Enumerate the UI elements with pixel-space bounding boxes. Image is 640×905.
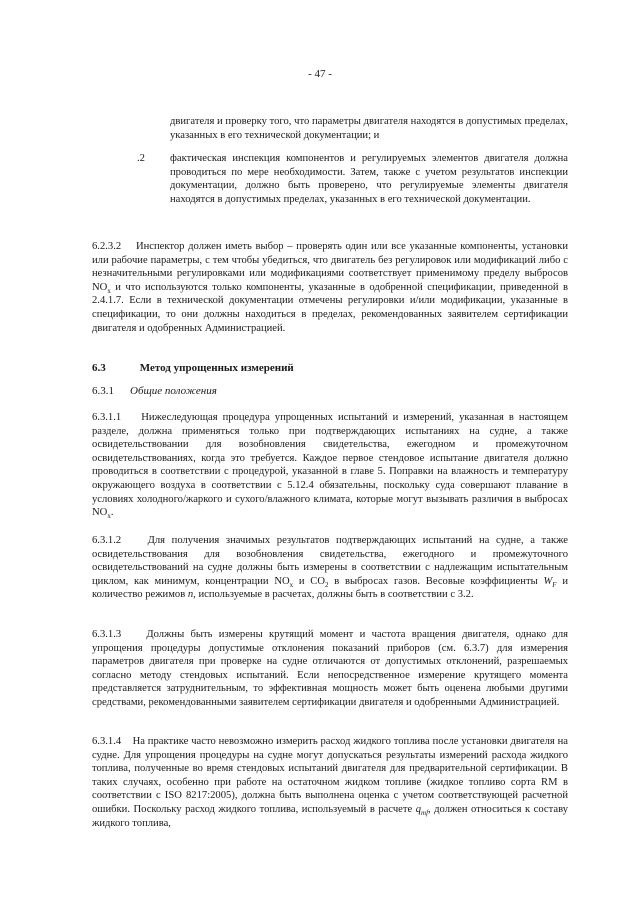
section-heading-6-3 <box>92 362 568 376</box>
paragraph-6-2-3-2 <box>92 240 568 335</box>
paragraph-text-c: и количество режимов <box>92 575 568 601</box>
fuel-flow-subscript: mf <box>421 809 429 818</box>
paragraph-6-3-1-1 <box>92 411 568 520</box>
paragraph-number: 6.3.1.2 <box>92 535 122 546</box>
paragraph-text-a: Для получения значимых результатов подтверждающих испытаний на судне, а также освидетельствования для возобновления свидетельства, ежегодного и промежуточного освидетельствований на судне должны быть измерены в соответствии с надлежащим испытательным циклом, как минимум, концентрации NO <box>92 535 569 587</box>
paragraph-text-mid: и CO <box>293 575 326 587</box>
paragraph-number: 6.3.1.1 <box>92 412 122 423</box>
paragraph-6-3-1-4 <box>92 735 568 830</box>
paragraph-number: 6.2.3.2 <box>92 241 122 252</box>
paragraph-text-b: , должен относиться к составу жидкого топлива, <box>92 803 569 829</box>
fuel-flow-symbol: q <box>415 803 422 815</box>
paragraph-text-b: и что используются только компоненты, указанные в одобренной спецификации, приведенной в 2.4.1.7. Если в технической документации отмечены регулировки и/или модификации, указанные в спецификации, то они должны находиться в пределах, рекомендованных заявителем сертификации двигателя и одобренных Администрацией. <box>92 281 568 334</box>
subscript-2: 2 <box>325 580 329 589</box>
list-item-2-number: .2 <box>137 153 145 164</box>
subscript-x: x <box>107 512 111 521</box>
paragraph-text-b: . <box>110 507 114 519</box>
paragraph-6-3-1-3 <box>92 628 568 710</box>
page-number: - 47 - <box>308 68 332 80</box>
section-title: Метод упрощенных измерений <box>139 362 294 374</box>
subscript-x: x <box>289 580 294 589</box>
paragraph-text-b: в выбросах газов. Весовые коэффициенты <box>328 575 544 587</box>
list-item-1-text: двигателя и проверку того, что параметры двигателя находятся в допустимых пределах, указанных в его технической документации; и <box>170 116 568 141</box>
weight-factor-symbol: W <box>543 575 553 587</box>
paragraph-6-3-1-2 <box>92 534 568 602</box>
list-item-1-continuation <box>170 115 568 142</box>
paragraph-text-a: Инспектор должен иметь выбор – проверять один или все указанные компоненты, установки или рабочие параметры, с тем чтобы убедиться, что двигатель без регулировок или модификаций либо с незначительными регулировками или модификациями соответствует применимому пределу выбросов NO <box>92 241 568 293</box>
subsection-number: 6.3.1 <box>92 385 114 397</box>
paragraph-text-a: На практике часто невозможно измерить расход жидкого топлива после установки двигателя на судне. Для упрощения процедуры на судне могут допускаться результаты измерений расхода жидкого топлива, полученные во время стендовых испытаний двигателя для предварительной сертификации. В таких случаях, особенно при работе на остаточном жидком топливе (жидкое топливо сорта RM в соответствии с ISO 8217:2005), должна быть выполнена оценка с учетом соответствующей расчетной ошибки. Поскольку расход жидкого топлива, используемый в расчете <box>92 736 569 815</box>
list-item-2 <box>170 152 568 206</box>
list-item-2-text: фактическая инспекция компонентов и регулируемых элементов двигателя должна проводиться по мере необходимости. Затем, также с учетом результатов инспекции документации, должно быть проверено, что регулируемые элементы двигателя находятся в допустимых пределах, указанных в его технической документации. <box>170 153 568 205</box>
section-number: 6.3 <box>92 362 106 374</box>
subsection-title: Общие положения <box>130 385 217 397</box>
paragraph-number: 6.3.1.4 <box>92 736 122 747</box>
paragraph-number: 6.3.1.3 <box>92 629 122 640</box>
paragraph-text-d: , используемые в расчетах, должны быть в соответствии с 3.2. <box>193 589 474 601</box>
paragraph-text: Должны быть измерены крутящий момент и частота вращения двигателя, однако для упрощения процедуры допустимые отклонения показаний приборов (см. 6.3.7) для измерения параметров двигателя при проверке на судне отличаются от допустимых отклонений, разрешаемых согласно методу стендовых испытаний. Если непосредственное измерение крутящего момента представляется затруднительным, то эффективная мощность может быть оценена любыми другими средствами, рекомендованными заявителем сертификации двигателя и одобренными Администрацией. <box>92 629 568 708</box>
weight-factor-subscript: F <box>552 580 557 589</box>
paragraph-text-a: Нижеследующая процедура упрощенных испытаний и измерений, указанная в настоящем разделе, должна применяться только при подтверждающих испытаниях на судне, а также освидетельствовании для возобновления свидетельства, ежегодном и промежуточном освидетельствованиях, когда это требуется. Каждое первое стендовое испытание двигателя должно проводиться в соответствии с процедурой, указанной в главе 5. Поправки на влажность и температуру окружающего воздуха в соответствии с 5.12.4 обязательны, поскольку суда совершают плавание в условиях холодного/жаркого и сухого/влажного климата, которые могут вызывать различия в выбросах NO <box>92 412 568 519</box>
mode-count-symbol: n <box>187 589 194 601</box>
subsection-heading-6-3-1 <box>92 385 568 399</box>
subscript-x: x <box>107 286 111 295</box>
